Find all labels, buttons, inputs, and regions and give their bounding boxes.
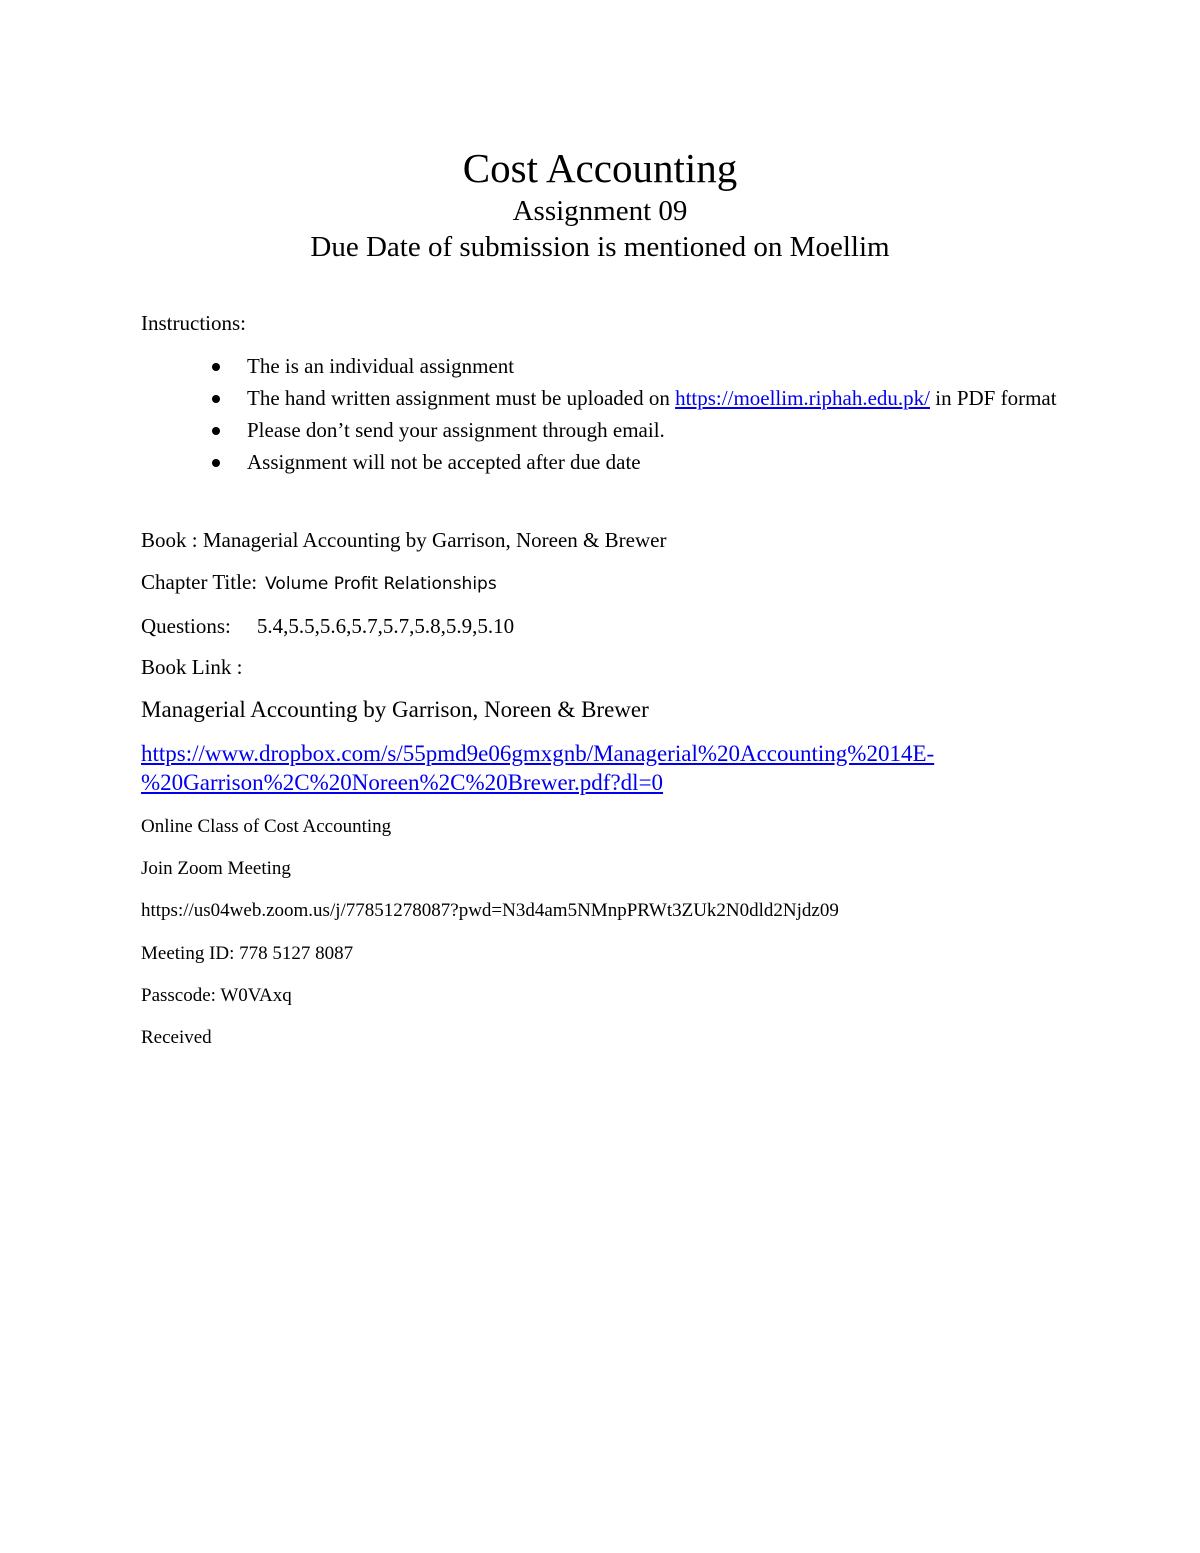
dropbox-link-continued[interactable]: %20Garrison%2C%20Noreen%2C%20Brewer.pdf?dl=0 (141, 770, 664, 795)
list-item (141, 384, 1081, 412)
list-item-text: The hand written assignment must be uploaded on (247, 386, 676, 410)
page-title: Cost Accounting (462, 145, 738, 191)
questions-line (141, 612, 514, 640)
list-item (141, 448, 1081, 476)
bullet-icon (212, 427, 220, 435)
chapter-label: Chapter Title: (141, 570, 258, 594)
list-item (141, 416, 1081, 444)
questions-value: 5.4,5.5,5.6,5.7,5.7,5.8,5.9,5.10 (256, 614, 515, 638)
book-line: Book : Managerial Accounting by Garrison, Noreen & Brewer (141, 528, 667, 552)
instructions-list (141, 352, 1081, 480)
meeting-id: Meeting ID: 778 5127 8087 (141, 943, 354, 964)
assignment-subtitle: Assignment 09 (512, 195, 688, 227)
received-label: Received (141, 1027, 212, 1048)
book-name: Managerial Accounting by Garrison, Noreen & Brewer (141, 697, 649, 722)
online-class-line: Online Class of Cost Accounting (141, 816, 392, 837)
instructions-label: Instructions: (141, 311, 246, 335)
list-item-text: Please don’t send your assignment through email. (247, 418, 665, 442)
questions-label: Questions: (141, 614, 231, 638)
join-zoom-line: Join Zoom Meeting (141, 858, 291, 879)
book-link-label: Book Link : (141, 655, 243, 679)
list-item (141, 352, 1081, 380)
moellim-link[interactable]: https://moellim.riphah.edu.pk/ (675, 386, 930, 410)
list-item-text: in PDF format (930, 386, 1057, 410)
zoom-url[interactable]: https://us04web.zoom.us/j/77851278087?pwd=N3d4am5NMnpPRWt3ZUk2N0dld2Njdz09 (141, 900, 839, 921)
bullet-icon (212, 395, 220, 403)
list-item-text: Assignment will not be accepted after due date (247, 450, 641, 474)
list-item-text: The is an individual assignment (247, 354, 515, 378)
dropbox-link[interactable]: https://www.dropbox.com/s/55pmd9e06gmxgnb/Managerial%20Accounting%2014E- (141, 741, 935, 766)
due-date-note: Due Date of submission is mentioned on Moellim (310, 231, 890, 263)
bullet-icon (212, 363, 220, 371)
passcode: Passcode: W0VAxq (141, 985, 292, 1006)
dropbox-link-block (141, 739, 1001, 797)
chapter-line (141, 568, 497, 598)
bullet-icon (212, 459, 220, 467)
chapter-value: Volume Profit Relationships (265, 574, 497, 594)
